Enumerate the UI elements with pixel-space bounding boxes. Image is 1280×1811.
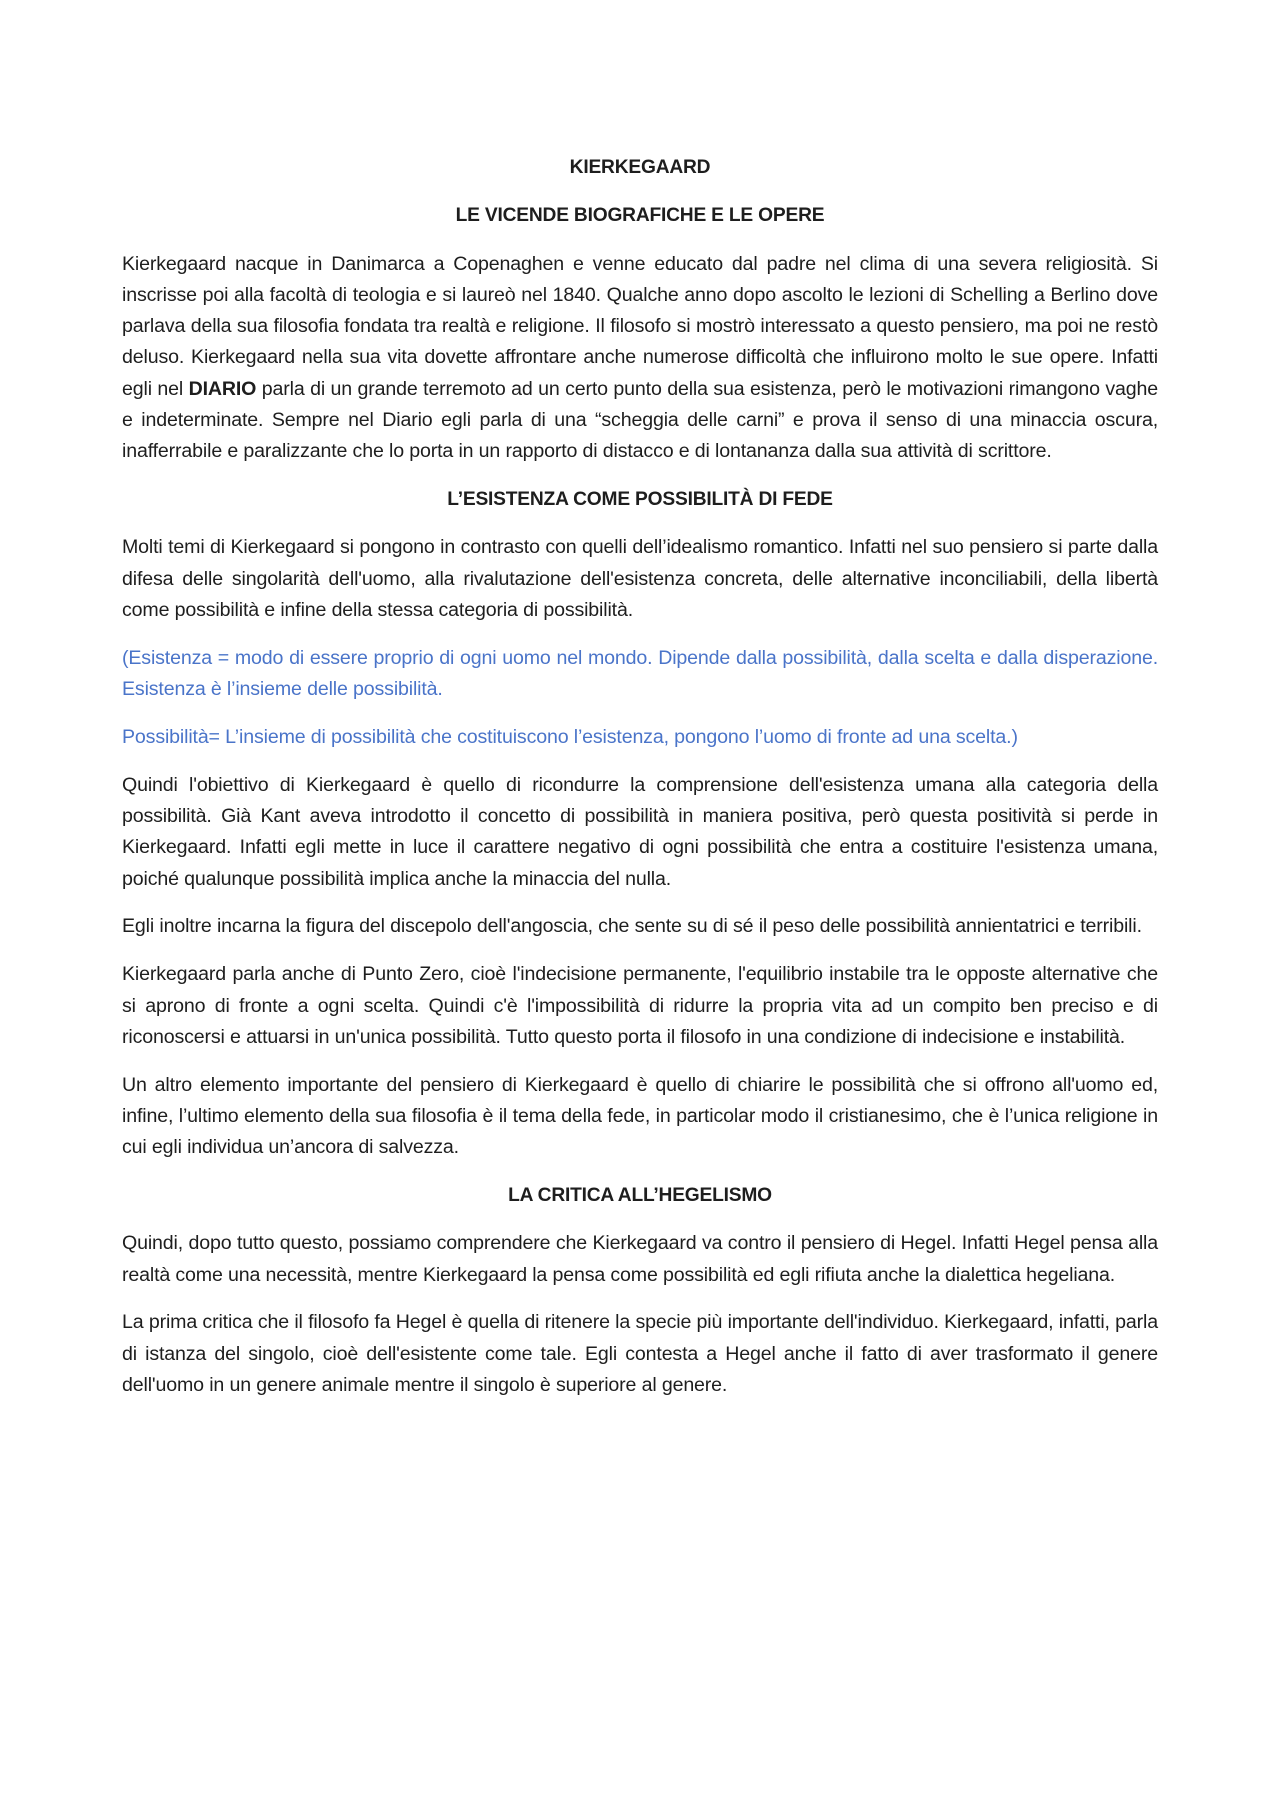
paragraph-text: parla di un grande terremoto ad un certo punto della sua esistenza, però le motivazioni rimangono vaghe e indeterminate. Sempre nel Diario egli parla di una “scheggia delle carni” e prova il senso di una minaccia oscura, inafferrabile e paralizzante che lo porta in un rapporto di distacco e di lontananza dalla sua attività di scrittore. xyxy=(122,377,1158,463)
paragraph-biografia xyxy=(122,249,1158,468)
paragraph-obiettivo: Quindi l'obiettivo di Kierkegaard è quello di ricondurre la comprensione dell'esistenza umana alla categoria della possibilità. Già Kant aveva introdotto il concetto di possibilità in maniera positiva, però questa positività si perde in Kierkegaard. Infatti egli mette in luce il carattere negativo di ogni possibilità che entra a costituire l'esistenza umana, poiché qualunque possibilità implica anche la minaccia del nulla. xyxy=(122,773,1158,890)
paragraph-temi: Molti temi di Kierkegaard si pongono in contrasto con quelli dell’idealismo romantico. Infatti nel suo pensiero si parte dalla difesa delle singolarità dell'uomo, alla rivalutazione dell'esistenza concreta, delle alternative inconciliabili, della libertà come possibilità e infine della stessa categoria di possibilità. xyxy=(122,536,1158,622)
document-title: KIERKEGAARD xyxy=(569,157,711,178)
section-heading-esistenza: L’ESISTENZA COME POSSIBILITÀ DI FEDE xyxy=(447,489,833,511)
paragraph-prima-critica: La prima critica che il filosofo fa Hegel è quella di ritenere la specie più importante dell'individuo. Kierkegaard, infatti, parla di istanza del singolo, cioè dell'esistente come tale. Egli contesta a Hegel anche il fatto di aver trasformato il genere dell'uomo in un genere animale mentre il singolo è superiore al genere. xyxy=(122,1311,1158,1396)
paragraph-angoscia: Egli inoltre incarna la figura del discepolo dell'angoscia, che sente su di sé il peso delle possibilità annientatrici e terribili. xyxy=(122,915,1142,938)
paragraph-text: Kierkegaard nacque in Danimarca a Copenaghen e venne educato dal padre nel clima di una severa religiosità. Si inscrisse poi alla facoltà di teologia e si laureò nel 1840. Qualche anno dopo ascolto le lezioni di Schelling a Berlino dove parlava della sua filosofia fondata tra realtà e religione. Il filosofo si mostrò interessato a questo pensiero, ma poi ne restò deluso. Kierkegaard nella sua vita dovette affrontare anche numerose difficoltà che influirono molto le sue opere. Infatti egli nel xyxy=(122,252,1158,400)
note-possibilita-definition: Possibilità= L’insieme di possibilità che costituiscono l’esistenza, pongono l’uomo di fronte ad una scelta.) xyxy=(122,725,1018,748)
paragraph-punto-zero: Kierkegaard parla anche di Punto Zero, cioè l'indecisione permanente, l'equilibrio instabile tra le opposte alternative che si aprono di fronte a ogni scelta. Quindi c'è l'impossibilità di ridurre la propria vita ad un compito ben preciso e di riconoscersi e attuarsi in un'unica possibilità. Tutto questo porta il filosofo in una condizione di indecisione e instabilità. xyxy=(122,963,1158,1048)
paragraph-fede: Un altro elemento importante del pensiero di Kierkegaard è quello di chiarire le possibilità che si offrono all'uomo ed, infine, l’ultimo elemento della sua filosofia è il tema della fede, in particolar modo il cristianesimo, che è l’unica religione in cui egli individua un’ancora di salvezza. xyxy=(122,1073,1158,1159)
section-heading-biografia: LE VICENDE BIOGRAFICHE E LE OPERE xyxy=(455,205,825,227)
bold-term-diario: DIARIO xyxy=(188,377,257,400)
paragraph-contro-hegel: Quindi, dopo tutto questo, possiamo comprendere che Kierkegaard va contro il pensiero di Hegel. Infatti Hegel pensa alla realtà come una necessità, mentre Kierkegaard la pensa come possibilità ed egli rifiuta anche la dialettica hegeliana. xyxy=(122,1232,1158,1286)
document-body xyxy=(122,152,1158,1418)
note-esistenza-definition: (Esistenza = modo di essere proprio di ogni uomo nel mondo. Dipende dalla possibilità, dalla scelta e dalla disperazione. Esistenza è l’insieme delle possibilità. xyxy=(122,646,1158,701)
section-heading-critica-hegel: LA CRITICA ALL’HEGELISMO xyxy=(508,1185,772,1207)
